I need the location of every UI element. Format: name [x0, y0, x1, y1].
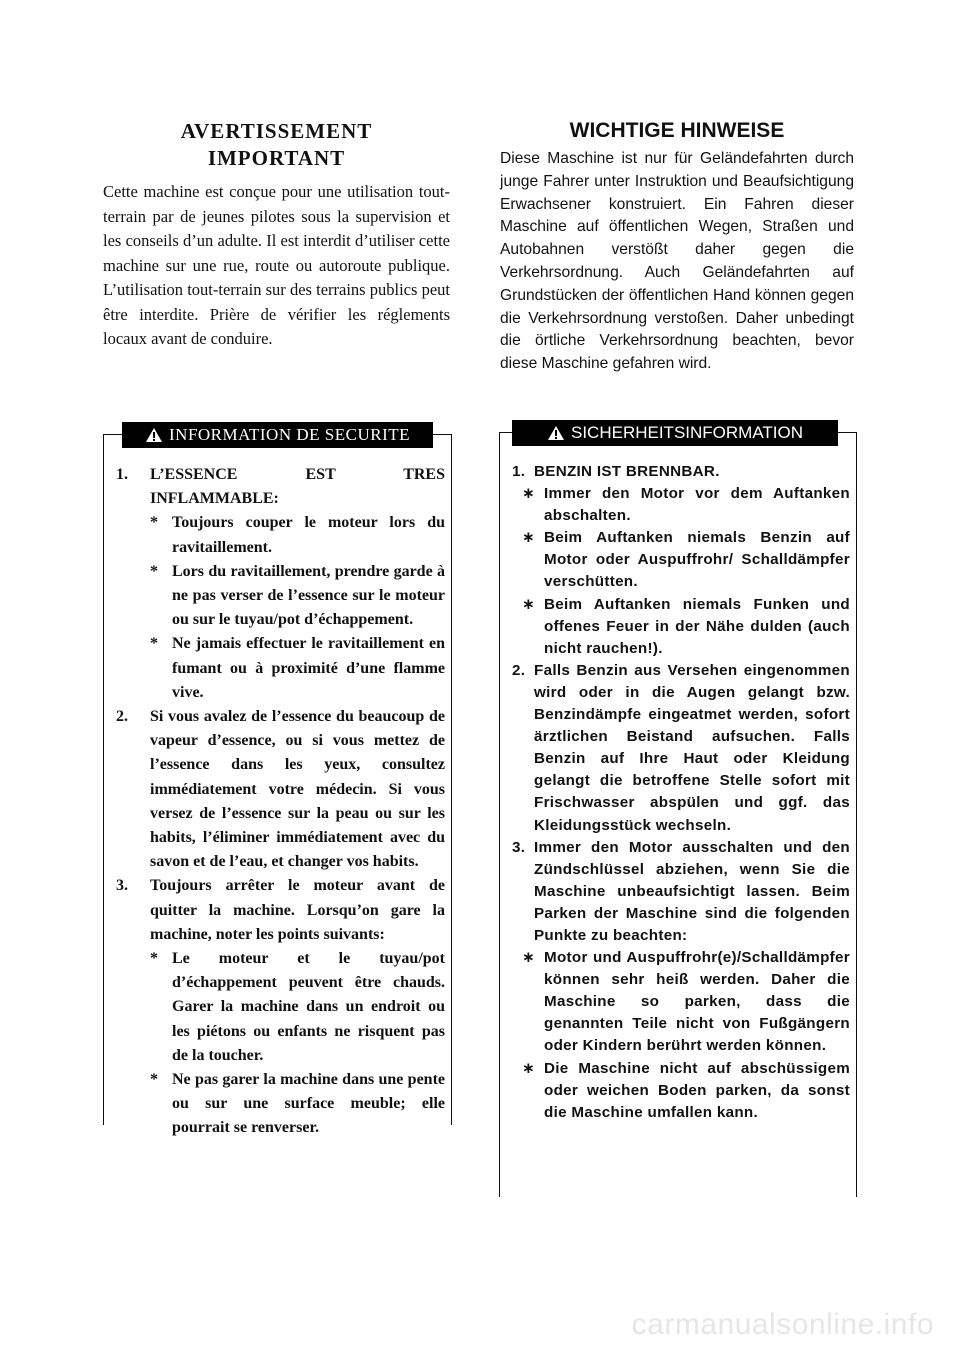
french-title-line1: AVERTISSEMENT [180, 119, 373, 143]
item-text: Si vous avalez de l’essence du beaucoup de vapeur d’essence, ou si vous mettez de l’essence dans les yeux, consultez immédiatement votre médecin. Si vous versez de l’essence sur la peau ou sur les habits, l’éliminer immédiatement avec du savon et de l’eau, et changer vos habits. [150, 708, 445, 871]
german-intro-section [500, 118, 854, 376]
bullet: ∗ [522, 949, 536, 967]
list-item [512, 461, 850, 483]
german-title: WICHTIGE HINWEISE [569, 119, 785, 142]
bullet: * [150, 635, 158, 653]
list-item [116, 874, 445, 947]
list-item [512, 837, 850, 947]
german-safety-box [499, 423, 857, 1197]
item-text: Toujours arrêter le moteur avant de quitter la machine. Lorsqu’on gare la machine, noter les points suivants: [150, 877, 445, 943]
bullet: * [150, 514, 158, 532]
french-safety-box [103, 425, 452, 1137]
sub-list-item [150, 560, 445, 633]
german-safety-header [512, 420, 838, 446]
french-safety-header [122, 422, 433, 448]
french-safety-header-label: INFORMATION DE SECURITE [169, 425, 410, 444]
item-text: Falls Benzin aus Versehen eingenommen wird oder in die Augen gelangt bzw. Benzindämpfe eingeatmet werden, sofort ärztlichen Beistand aufsuchen. Falls Benzin auf Ihre Haut oder Kleidung gelangt die betroffene Stelle sofort mit Frischwasser abspülen und ggf. das Kleidungsstück wechseln. [534, 661, 850, 834]
footer-watermark: carmanualsonline.info [631, 1308, 934, 1341]
sub-list-item [522, 594, 850, 660]
list-item [116, 705, 445, 874]
bullet: ∗ [522, 595, 536, 613]
sub-item-text: Lors du ravitaillement, prendre garde à ne pas verser de l’essence sur le moteur ou sur le tuyau/pot d’échappement. [172, 562, 445, 629]
sub-item-text: Beim Auftanken niemals Benzin auf Motor oder Auspuffrohr/ Schalldämpfer verschütten. [544, 529, 850, 591]
bullet: ∗ [522, 1059, 536, 1077]
sub-item-text: Ne pas garer la machine dans une pente ou sur une surface meuble; elle pourrait se renverser. [172, 1071, 445, 1137]
sub-item-text: Toujours couper le moteur lors du ravitaillement. [172, 514, 445, 556]
sub-list-item [150, 511, 445, 559]
item-number: 1. [116, 466, 128, 483]
sub-item-text: Motor und Auspuffrohr(e)/Schalldämpfer können sehr heiß werden. Daher die Maschine so parken, dass die genannten Teile nicht von Fußgängern oder Kindern berührt werden können. [544, 949, 850, 1055]
item-number: 3. [512, 838, 526, 856]
german-safety-header-label: SICHERHEITSINFORMATION [570, 423, 804, 442]
warning-icon [547, 425, 565, 441]
bullet: * [150, 1071, 158, 1089]
sub-item-text: Die Maschine nicht auf abschüssigem oder weichen Boden parken, da sonst die Maschine umfallen kann. [544, 1059, 850, 1121]
french-intro-section [103, 118, 450, 352]
item-text: L’ESSENCE EST TRES INFLAMMABLE: [150, 466, 445, 508]
sub-item-text: Beim Auftanken niemals Funken und offenes Feuer in der Nähe dulden (auch nicht rauchen!). [544, 595, 850, 657]
sub-list-item [150, 632, 445, 705]
sub-list-item [522, 527, 850, 593]
french-title-line2: IMPORTANT [207, 146, 346, 170]
sub-list-item [150, 1068, 445, 1141]
list-item [116, 463, 445, 511]
french-safety-list [116, 463, 445, 1141]
sub-item-text: Le moteur et le tuyau/pot d’échappement peuvent être chauds. Garer la machine dans un endroit ou les piétons ou enfants ne risquent pas de la toucher. [172, 950, 445, 1064]
german-safety-list [512, 461, 850, 1124]
warning-icon [145, 427, 163, 443]
sub-item-text: Immer den Motor vor dem Auftanken abschalten. [544, 485, 850, 525]
french-intro-text: Cette machine est conçue pour une utilisation tout-terrain par de jeunes pilotes sous la supervision et les conseils d’un adulte. Il est interdit d’utiliser cette machine sur une rue, route ou autoroute publique. L’utilisation tout-terrain sur des terrains publics peut être interdite. Prière de vérifier les réglements locaux avant de conduire. [103, 182, 450, 348]
sub-list-item [522, 483, 850, 527]
sub-list-item [522, 1058, 850, 1124]
sub-list-item [522, 947, 850, 1057]
german-intro-text: Diese Maschine ist nur für Geländefahrten durch junge Fahrer unter Instruktion und Beaufsichtigung Erwachsener konstruiert. Ein Fahren dieser Maschine auf öffentlichen Wegen, Straßen und Autobahnen verstößt daher gegen die Verkehrsordnung. Auch Geländefahrten auf Grundstücken der öffentlichen Hand können gegen die Verkehrsordnung verstoßen. Daher unbedingt die örtliche Verkehrsordnung beachten, bevor diese Maschine gefahren wird. [500, 150, 854, 373]
item-text: Immer den Motor ausschalten und den Zündschlüssel abziehen, wenn Sie die Maschine unbeaufsichtigt lassen. Beim Parken der Maschine sind die folgenden Punkte zu beachten: [534, 838, 850, 944]
bullet: * [150, 562, 158, 580]
item-number: 3. [116, 877, 128, 895]
french-title [103, 118, 450, 172]
item-number: 2. [116, 708, 128, 726]
sub-item-text: Ne jamais effectuer le ravitaillement en fumant ou à proximité d’une flamme vive. [172, 635, 445, 701]
bullet: * [150, 950, 158, 968]
item-text: BENZIN IST BRENNBAR. [534, 463, 720, 480]
bullet: ∗ [522, 485, 536, 503]
bullet: ∗ [522, 529, 536, 547]
item-number: 1. [512, 463, 526, 480]
sub-list-item [150, 947, 445, 1068]
list-item [512, 660, 850, 837]
item-number: 2. [512, 661, 526, 679]
